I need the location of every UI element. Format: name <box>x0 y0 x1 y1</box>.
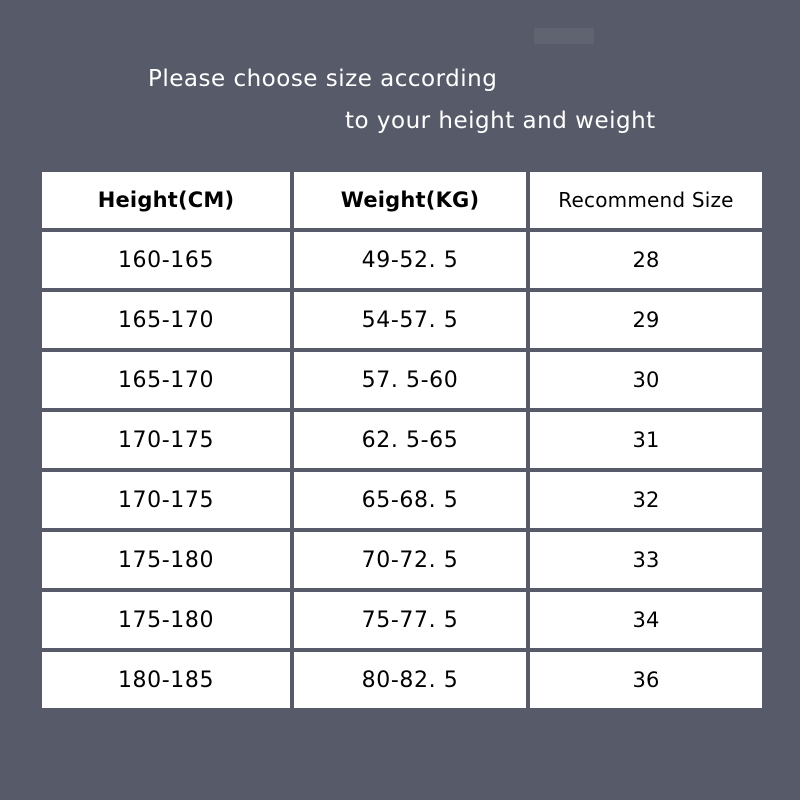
cell-height: 170-175 <box>42 472 290 528</box>
table-row <box>42 352 762 408</box>
column-header-recommend-size: Recommend Size <box>530 172 762 228</box>
table-row <box>42 532 762 588</box>
cell-weight: 57. 5-60 <box>294 352 526 408</box>
cell-weight: 75-77. 5 <box>294 592 526 648</box>
cell-size: 34 <box>530 592 762 648</box>
column-header-height: Height(CM) <box>42 172 290 228</box>
table-row <box>42 292 762 348</box>
table-row <box>42 232 762 288</box>
cell-height: 175-180 <box>42 532 290 588</box>
size-table <box>38 168 766 712</box>
cell-weight: 54-57. 5 <box>294 292 526 348</box>
cell-weight: 65-68. 5 <box>294 472 526 528</box>
cell-size: 29 <box>530 292 762 348</box>
cell-height: 160-165 <box>42 232 290 288</box>
cell-weight: 80-82. 5 <box>294 652 526 708</box>
table-row <box>42 652 762 708</box>
cell-size: 28 <box>530 232 762 288</box>
column-header-weight: Weight(KG) <box>294 172 526 228</box>
cell-height: 175-180 <box>42 592 290 648</box>
table-row <box>42 592 762 648</box>
cell-height: 180-185 <box>42 652 290 708</box>
cell-height: 170-175 <box>42 412 290 468</box>
table-row <box>42 472 762 528</box>
cell-size: 30 <box>530 352 762 408</box>
size-table-container <box>38 168 762 712</box>
table-row <box>42 412 762 468</box>
cell-size: 32 <box>530 472 762 528</box>
watermark-placeholder <box>534 28 594 44</box>
cell-weight: 49-52. 5 <box>294 232 526 288</box>
cell-size: 33 <box>530 532 762 588</box>
cell-size: 31 <box>530 412 762 468</box>
cell-weight: 70-72. 5 <box>294 532 526 588</box>
page-title <box>0 0 800 142</box>
cell-weight: 62. 5-65 <box>294 412 526 468</box>
page-title-line-2: to your height and weight <box>345 108 656 134</box>
page-title-line-1: Please choose size according <box>148 66 498 92</box>
cell-height: 165-170 <box>42 292 290 348</box>
table-header-row <box>42 172 762 228</box>
cell-size: 36 <box>530 652 762 708</box>
cell-height: 165-170 <box>42 352 290 408</box>
